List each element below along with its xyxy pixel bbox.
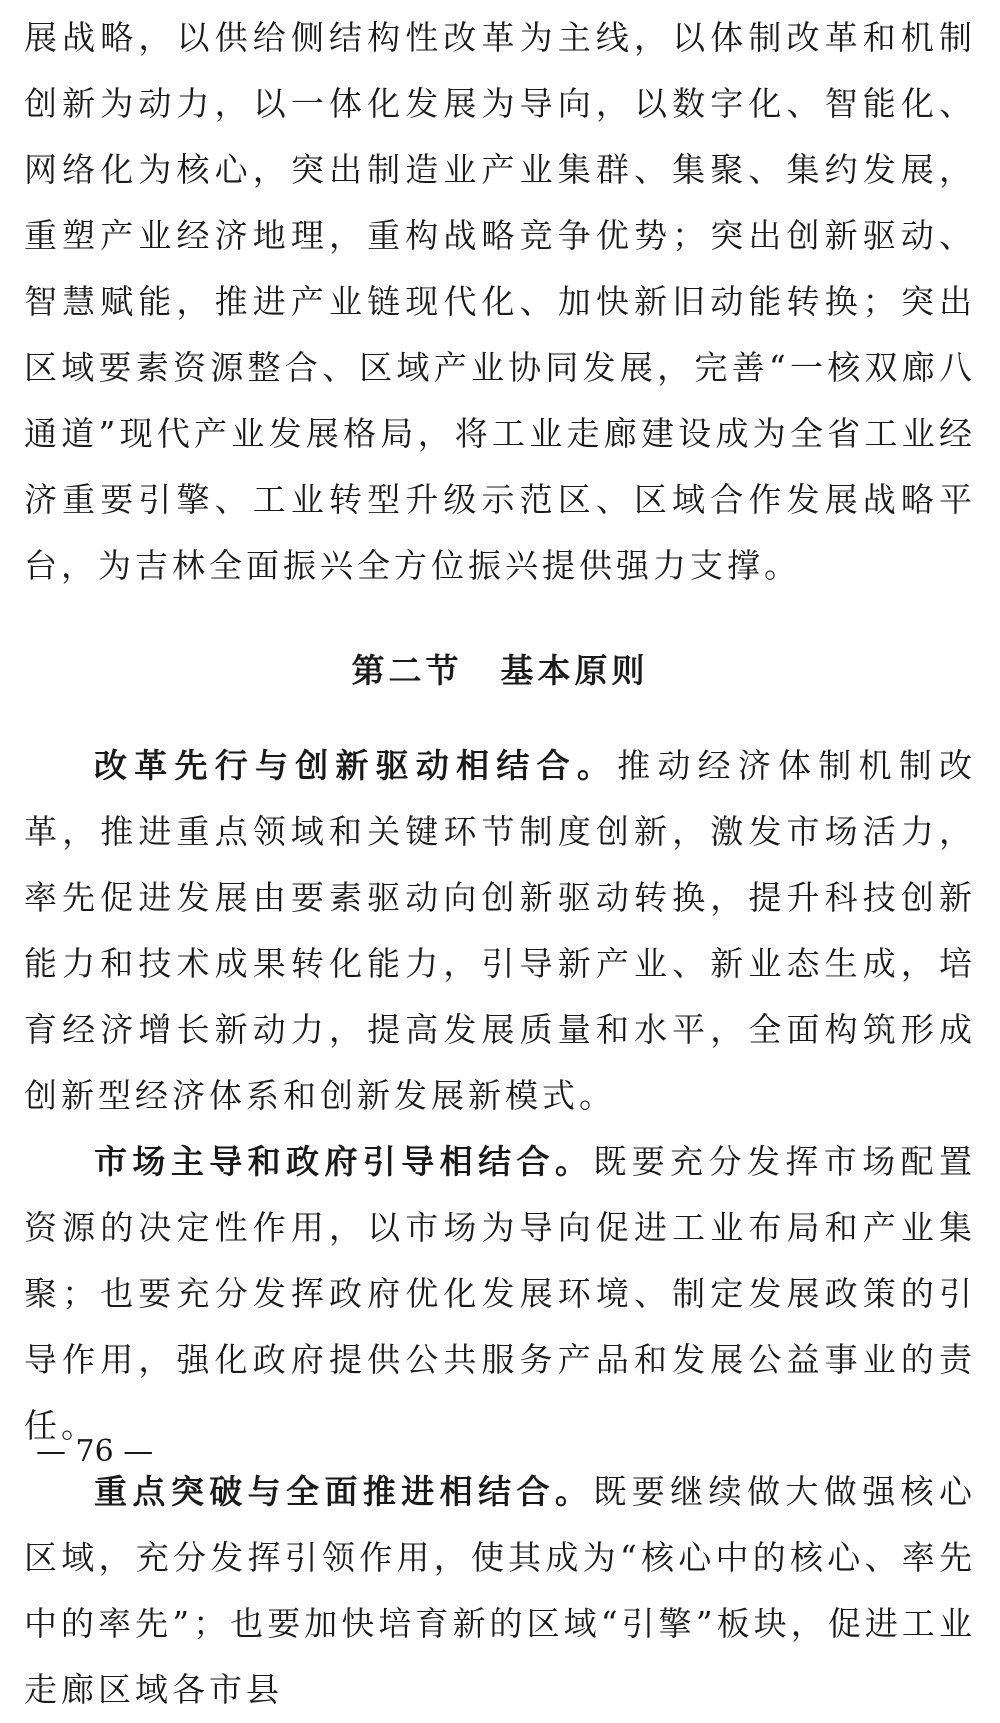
principle-paragraph [24, 1129, 976, 1459]
section-number: 第二节 [351, 651, 463, 690]
principle-lead: 重点突破与全面推进相结合。 [94, 1472, 594, 1511]
principle-lead: 市场主导和政府引导相结合。 [94, 1142, 594, 1181]
document-page [24, 0, 976, 1723]
section-heading [24, 651, 976, 691]
section-title: 基本原则 [500, 651, 649, 690]
page-number: — 76 — [36, 1434, 154, 1469]
principle-paragraph [24, 1459, 976, 1723]
principle-body: 推动经济体制机制改革，推进重点领域和关键环节制度创新，激发市场活力，率先促进发展由要素驱动向创新驱动转换，提升科技创新能力和技术成果转化能力，引导新产业、新业态生成，培育经济增长新动力，提高发展质量和水平，全面构筑形成创新型经济体系和创新发展新模式。 [24, 746, 977, 1115]
intro-paragraph: 展战略，以供给侧结构性改革为主线，以体制改革和机制创新为动力，以一体化发展为导向，以数字化、智能化、网络化为核心，突出制造业产业集群、集聚、集约发展，重塑产业经济地理，重构战略竞争优势；突出创新驱动、智慧赋能，推进产业链现代化、加快新旧动能转换；突出区域要素资源整合、区域产业协同发展，完善“一核双廊八通道”现代产业发展格局，将工业走廊建设成为全省工业经济重要引擎、工业转型升级示范区、区域合作发展战略平台，为吉林全面振兴全方位振兴提供强力支撑。 [24, 18, 976, 585]
principle-lead: 改革先行与创新驱动相结合。 [94, 746, 618, 785]
principle-body: 既要继续做大做强核心区域，充分发挥引领作用，使其成为“核心中的核心、率先中的率先”；也要加快培育新的区域“引擎”板块，促进工业走廊区域各市县 [24, 1472, 977, 1709]
principle-body: 既要充分发挥市场配置资源的决定性作用，以市场为导向促进工业布局和产业集聚；也要充分发挥政府优化发展环境、制定发展政策的引导作用，强化政府提供公共服务产品和发展公益事业的责任。 [24, 1142, 977, 1445]
principle-paragraph [24, 733, 976, 1129]
